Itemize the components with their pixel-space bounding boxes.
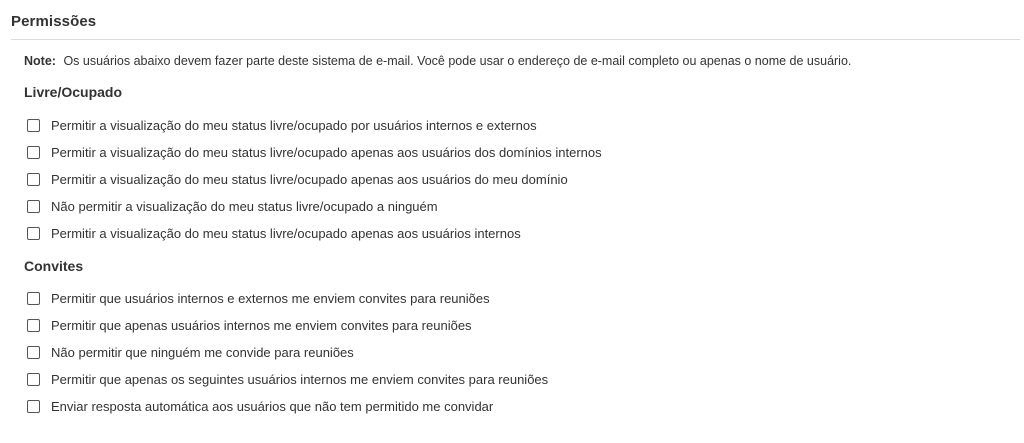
invites-option-label: Enviar resposta automática aos usuários que não tem permitido me convidar bbox=[51, 398, 494, 414]
invites-checkbox-2[interactable] bbox=[27, 319, 40, 332]
invites-checkbox-3[interactable] bbox=[27, 346, 40, 359]
note-label: Note: bbox=[24, 54, 56, 68]
freebusy-option-label: Não permitir a visualização do meu status livre/ocupado a ninguém bbox=[51, 198, 438, 214]
section-title: Permissões bbox=[11, 13, 97, 30]
invites-checkbox-4[interactable] bbox=[27, 373, 40, 386]
invites-option-nobody[interactable] bbox=[27, 344, 354, 360]
freebusy-option-label: Permitir a visualização do meu status livre/ocupado apenas aos usuários do meu domínio bbox=[51, 171, 568, 187]
invites-group-title: Convites bbox=[24, 258, 84, 274]
freebusy-option-internal-domains[interactable] bbox=[27, 144, 602, 160]
invites-option-internal-external[interactable] bbox=[27, 290, 490, 306]
freebusy-option-internal-external[interactable] bbox=[27, 117, 537, 133]
note bbox=[24, 54, 851, 68]
freebusy-checkbox-3[interactable] bbox=[27, 173, 40, 186]
freebusy-option-nobody[interactable] bbox=[27, 198, 438, 214]
freebusy-checkbox-1[interactable] bbox=[27, 119, 40, 132]
freebusy-option-label: Permitir a visualização do meu status livre/ocupado apenas aos usuários internos bbox=[51, 225, 521, 241]
freebusy-checkbox-2[interactable] bbox=[27, 146, 40, 159]
freebusy-checkbox-4[interactable] bbox=[27, 200, 40, 213]
freebusy-option-my-domain[interactable] bbox=[27, 171, 568, 187]
invites-option-label: Permitir que apenas usuários internos me enviem convites para reuniões bbox=[51, 317, 472, 333]
freebusy-option-label: Permitir a visualização do meu status livre/ocupado apenas aos usuários dos domínios internos bbox=[51, 144, 602, 160]
invites-option-label: Permitir que apenas os seguintes usuários internos me enviem convites para reuniões bbox=[51, 371, 549, 387]
note-text: Os usuários abaixo devem fazer parte deste sistema de e-mail. Você pode usar o endereço de e-mail completo ou apenas o nome de usuário. bbox=[63, 54, 852, 68]
invites-option-auto-reply[interactable] bbox=[27, 398, 493, 414]
invites-option-internal-only[interactable] bbox=[27, 317, 472, 333]
section-divider bbox=[11, 39, 1020, 40]
freebusy-group-title: Livre/Ocupado bbox=[24, 84, 123, 100]
freebusy-option-internal-only[interactable] bbox=[27, 225, 521, 241]
freebusy-checkbox-5[interactable] bbox=[27, 227, 40, 240]
freebusy-option-label: Permitir a visualização do meu status livre/ocupado por usuários internos e externos bbox=[51, 117, 537, 133]
invites-option-label: Permitir que usuários internos e externos me enviem convites para reuniões bbox=[51, 290, 490, 306]
invites-checkbox-1[interactable] bbox=[27, 292, 40, 305]
invites-checkbox-5[interactable] bbox=[27, 400, 40, 413]
invites-option-label: Não permitir que ninguém me convide para reuniões bbox=[51, 344, 354, 360]
invites-option-specific-users[interactable] bbox=[27, 371, 548, 387]
